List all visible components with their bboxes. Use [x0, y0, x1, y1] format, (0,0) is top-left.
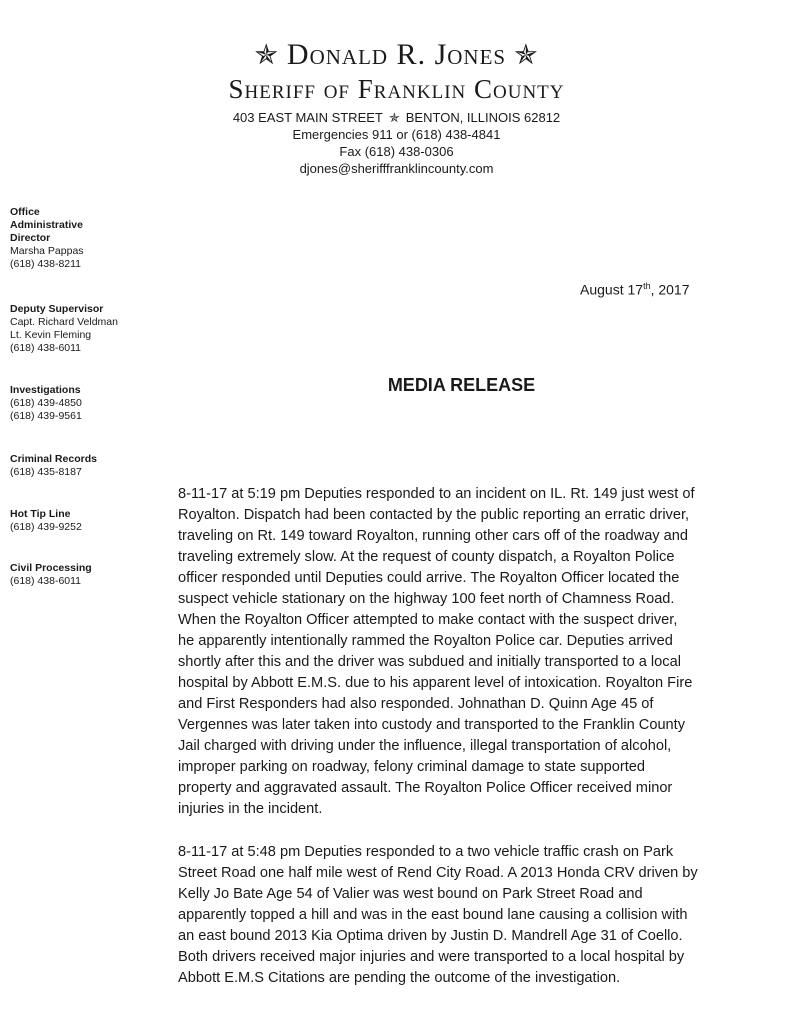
contact-line: Lt. Kevin Fleming: [10, 329, 92, 341]
paragraph-line: apparently topped a hill and was in the east bound lane causing a collision with: [178, 907, 688, 923]
star-icon: ✯: [514, 40, 539, 71]
paragraph-line: hospital by Abbott E.M.S. due to his apparent level of intoxication. Royalton Fire: [178, 675, 693, 691]
contact-phone: (618) 439-9561: [10, 410, 82, 422]
paragraph-line: improper parking on roadway, felony criminal damage to state supported: [178, 759, 645, 775]
contact-civil-processing: [10, 562, 92, 588]
release-paragraph-1: [178, 484, 750, 820]
paragraph-line: Royalton. Dispatch had been contacted by the public reporting an erratic driver,: [178, 507, 690, 523]
contact-title: Hot Tip Line: [10, 508, 71, 520]
sheriff-name-heading: [0, 38, 793, 72]
contact-line: Capt. Richard Veldman: [10, 316, 118, 328]
paragraph-line: an east bound 2013 Kia Optima driven by Justin D. Mandrell Age 31 of Coello.: [178, 928, 683, 944]
paragraph-line: traveling on Rt. 149 toward Royalton, running other cars off of the roadway and: [178, 528, 689, 544]
paragraph-line: When the Royalton Officer attempted to make contact with the suspect driver,: [178, 612, 678, 628]
contact-line: Marsha Pappas: [10, 245, 84, 257]
contact-phone: (618) 438-8211: [10, 258, 82, 270]
star-icon: ✯: [254, 40, 279, 71]
paragraph-line: Both drivers received major injuries and were transported to a local hospital by: [178, 949, 685, 965]
contact-hot-tip-line: [10, 508, 82, 534]
contact-title: Office: [10, 206, 40, 218]
paragraph-line: Vergennes was later taken into custody and transported to the Franklin County: [178, 717, 686, 733]
star-icon: ✯: [388, 110, 400, 125]
contact-deputy-supervisor: [10, 303, 118, 355]
media-release-title: MEDIA RELEASE: [387, 375, 536, 395]
paragraph-line: Street Road one half mile west of Rend City Road. A 2013 Honda CRV driven by: [178, 865, 698, 881]
contact-criminal-records: [10, 453, 97, 479]
emergency-phone: Emergencies 911 or (618) 438-4841: [292, 127, 501, 142]
contact-phone: (618) 435-8187: [10, 466, 82, 478]
contact-title: Director: [10, 232, 51, 244]
paragraph-line: and First Responders had also responded. Johnathan D. Quinn Age 45 of: [178, 696, 654, 712]
date-year: , 2017: [650, 281, 690, 298]
paragraph-line: shortly after this and the driver was subdued and initially transported to a local: [178, 654, 681, 670]
contact-title: Investigations: [10, 384, 81, 396]
contact-title: Criminal Records: [10, 453, 97, 465]
contact-title: Administrative: [10, 219, 83, 231]
fax-number: Fax (618) 438-0306: [339, 144, 454, 159]
paragraph-line: he apparently intentionally rammed the Royalton Police car. Deputies arrived: [178, 633, 673, 649]
contact-phone: (618) 438-6011: [10, 575, 82, 587]
paragraph-line: Abbott E.M.S Citations are pending the outcome of the investigation.: [178, 970, 621, 986]
paragraph-line: 8-11-17 at 5:19 pm Deputies responded to an incident on IL. Rt. 149 just west of: [178, 486, 695, 502]
sheriff-title: Sheriff of Franklin County: [228, 74, 565, 104]
paragraph-line: Kelly Jo Bate Age 54 of Valier was west bound on Park Street Road and: [178, 886, 643, 902]
paragraph-line: officer responded until Deputies could arrive. The Royalton Officer located the: [178, 570, 680, 586]
date-ordinal-suffix: th: [643, 281, 651, 291]
email-address: djones@sherifffranklincounty.com: [299, 161, 494, 176]
paragraph-line: suspect vehicle stationary on the highway 100 feet north of Chamness Road.: [178, 591, 675, 607]
sheriff-name: Donald R. Jones: [286, 38, 507, 71]
contact-title: Civil Processing: [10, 562, 92, 574]
date-month-day: August 17: [580, 281, 644, 298]
paragraph-line: 8-11-17 at 5:48 pm Deputies responded to a two vehicle traffic crash on Park: [178, 844, 674, 860]
paragraph-line: Jail charged with driving under the influence, illegal transportation of alcohol,: [178, 738, 672, 754]
paragraph-line: traveling extremely slow. At the request of county dispatch, a Royalton Police: [178, 549, 675, 565]
contact-phone: (618) 438-6011: [10, 342, 82, 354]
contact-title: Deputy Supervisor: [10, 303, 104, 315]
address-line: [0, 110, 793, 126]
contact-phone: (618) 439-4850: [10, 397, 82, 409]
contact-office: [10, 206, 84, 271]
paragraph-line: injuries in the incident.: [178, 801, 323, 817]
address-street: 403 EAST MAIN STREET: [232, 110, 383, 125]
address-city: BENTON, ILLINOIS 62812: [405, 110, 561, 125]
paragraph-line: property and aggravated assault. The Royalton Police Officer received minor: [178, 780, 673, 796]
release-date: [580, 281, 690, 298]
release-paragraph-2: [178, 842, 750, 989]
contact-phone: (618) 439-9252: [10, 521, 82, 533]
